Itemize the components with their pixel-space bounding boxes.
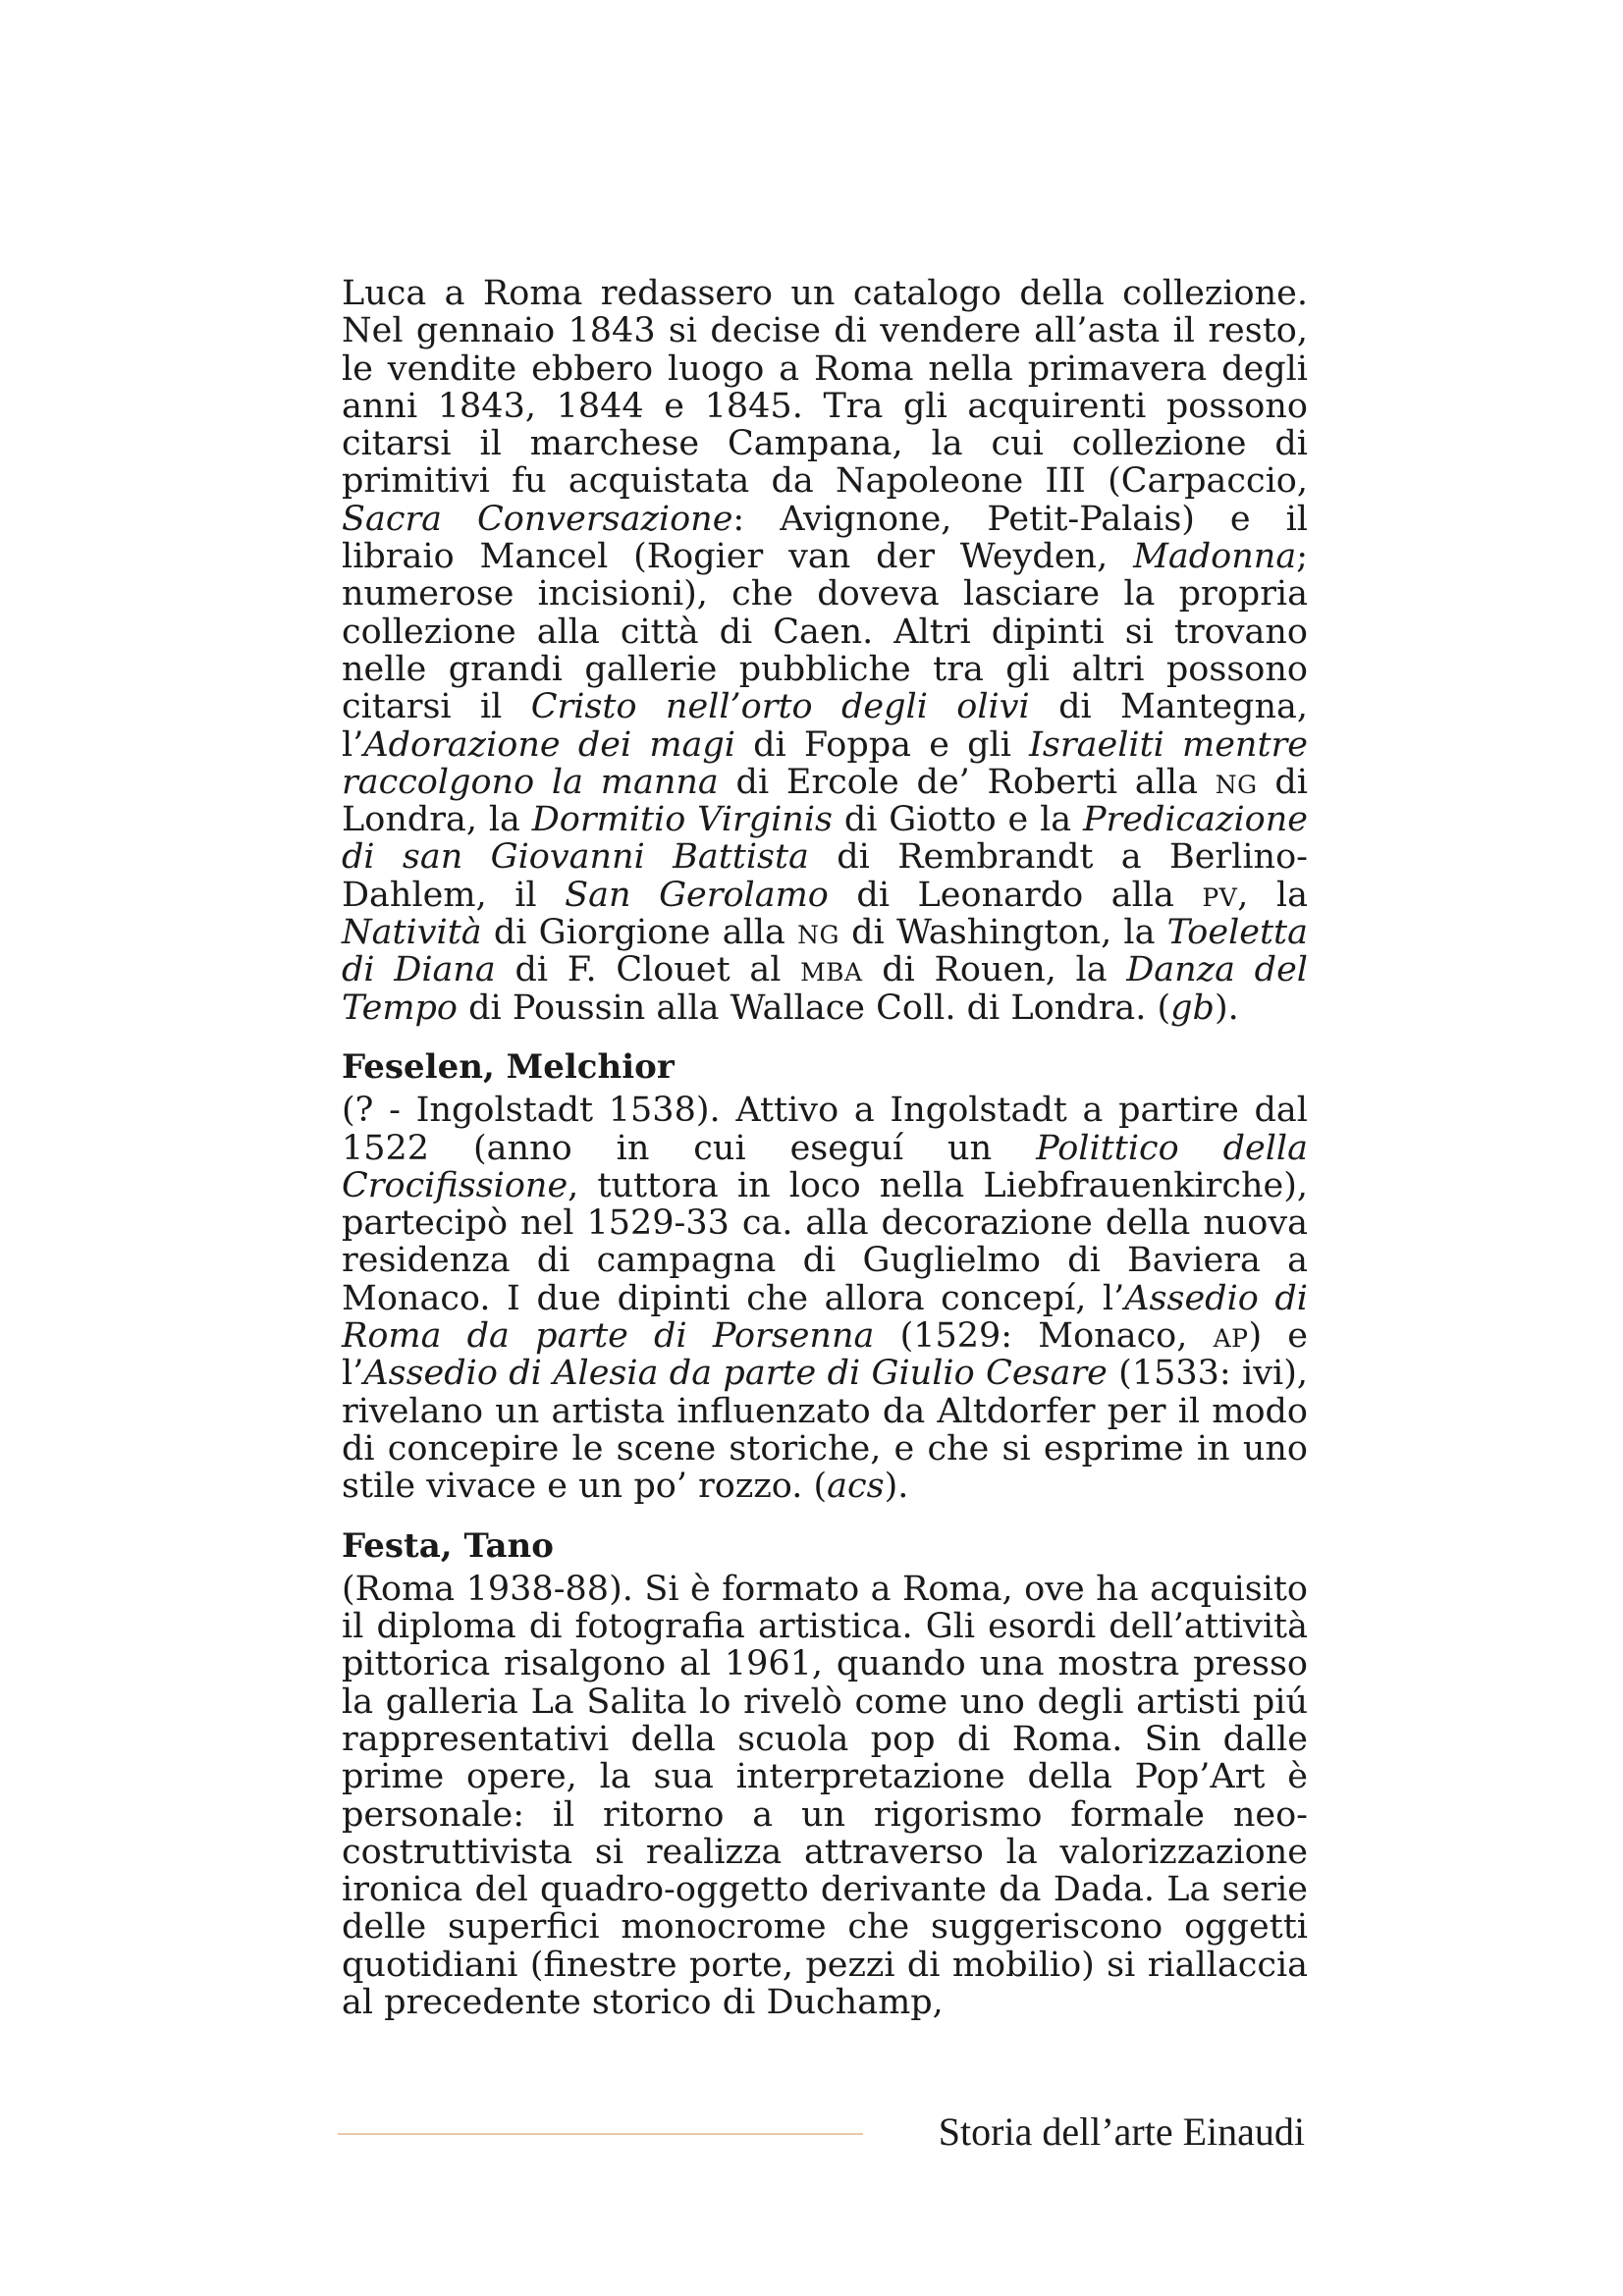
- italic-title: Sacra Conversazione: [342, 499, 733, 539]
- text-run: di Giotto e la: [833, 800, 1083, 840]
- italic-title: Polittico della Crocifissione: [342, 1128, 1308, 1205]
- italic-title: acs: [827, 1467, 885, 1507]
- italic-title: Madonna: [1133, 537, 1297, 577]
- italic-title: Israeliti mentre raccolgono la manna: [342, 724, 1308, 802]
- museum-abbreviation: pv: [1202, 875, 1238, 915]
- text-run: ).: [884, 1467, 909, 1507]
- entry-body-festa: [342, 1571, 1308, 2022]
- italic-title: Adorazione dei magi: [363, 724, 735, 765]
- italic-title: Predicazione di san Giovanni Battista: [342, 800, 1308, 878]
- text-run: (1533: ivi), rivelano un artista influenzato da Altdorfer per il modo di concepire le scene storiche, e che si esprime in uno stile vivace e un po’ rozzo. (: [342, 1354, 1308, 1507]
- text-run: di Rouen, la: [862, 950, 1127, 990]
- italic-title: Cristo nell’orto degli olivi: [530, 687, 1030, 727]
- italic-title: Danza del Tempo: [342, 950, 1308, 1028]
- text-run: ).: [1214, 988, 1239, 1028]
- italic-title: Toeletta di Diana: [342, 913, 1308, 990]
- museum-abbreviation: ap: [1213, 1316, 1249, 1357]
- text-run: (Roma 1938-88). Si è formato a Roma, ove ha acquisito il diploma di fotografia artistica. Gli esordi dell’attività pittorica risalgono al 1961, quando una mostra presso la galleria La Salita lo rivelò come uno degli artisti piú rappresentativi della scuola pop di Roma. Sin dalle prime opere, la sua interpretazione della Pop’Art è personale: il ritorno a un rigorismo formale neo-costruttivista si realizza attraverso la valorizzazione ironica del quadro-oggetto derivante da Dada. La serie delle superfici monocrome che suggeriscono oggetti quotidiani (finestre porte, pezzi di mobilio) si riallaccia al precedente storico di Duchamp,: [342, 1569, 1308, 2023]
- text-run: di Poussin alla Wallace Coll. di Londra. (: [458, 988, 1171, 1028]
- museum-abbreviation: ng: [797, 913, 839, 953]
- italic-title: Dormitio Virginis: [531, 800, 834, 840]
- italic-title: gb: [1170, 988, 1215, 1028]
- text-run: di Rembrandt a Berlino-Dahlem, il: [342, 837, 1308, 915]
- text-run: (? - Ingolstadt 1538). Attivo a Ingolstadt a partire dal 1522 (anno in cui eseguí un: [342, 1091, 1308, 1168]
- text-run: di F. Clouet al: [495, 950, 801, 990]
- italic-title: Assedio di Alesia da parte di Giulio Cesare: [363, 1354, 1108, 1394]
- text-run: (1529: Monaco,: [874, 1316, 1214, 1357]
- entry-heading-feselen: Feselen, Melchior: [342, 1046, 675, 1087]
- text-run: Luca a Roma redassero un catalogo della collezione. Nel gennaio 1843 si decise di vendere all’asta il resto, le vendite ebbero luogo a Roma nella primavera degli anni 1843, 1844 e 1845. Tra gli acquirenti possono citarsi il marchese Campana, la cui collezione di primitivi fu acquistata da Napoleone III (Carpaccio,: [342, 274, 1308, 502]
- entry-body-feselen: [342, 1092, 1308, 1505]
- text-run: di Ercole de’ Roberti alla: [718, 762, 1216, 802]
- italic-title: Assedio di Roma da parte di Porsenna: [342, 1278, 1309, 1357]
- footer-rule: [338, 2133, 863, 2135]
- text-run: ; numerose incisioni), che doveva lasciare la propria collezione alla città di Caen. Altri dipinti si trovano nelle grandi gallerie pubbliche tra gli altri possono citarsi il: [342, 537, 1308, 727]
- text-run: di Washington, la: [839, 913, 1167, 953]
- text-run: di Leonardo alla: [828, 875, 1203, 915]
- text-run: di Mantegna, l’: [342, 687, 1308, 765]
- page-footer: [338, 2103, 1305, 2162]
- museum-abbreviation: mba: [800, 950, 863, 990]
- text-run: di Giorgione alla: [481, 913, 798, 953]
- entry-heading-festa: Festa, Tano: [342, 1525, 554, 1566]
- museum-abbreviation: ng: [1215, 762, 1258, 802]
- page-text: [342, 275, 1308, 2021]
- text-run: di Londra, la: [342, 762, 1308, 840]
- text-run: , tuttora in loco nella Liebfrauenkirche), partecipò nel 1529-33 ca. alla decorazione della nuova residenza di campagna di Guglielmo di Baviera a Monaco. I due dipinti che allora concepí, l’: [342, 1165, 1308, 1318]
- italic-title: Natività: [342, 913, 482, 953]
- text-run: ) e l’: [342, 1316, 1308, 1394]
- footer-label: Storia dell’arte Einaudi: [938, 2109, 1305, 2154]
- italic-title: San Gerolamo: [565, 875, 829, 915]
- text-run: , la: [1237, 875, 1308, 915]
- text-run: : Avignone, Petit-Palais) e il libraio Mancel (Rogier van der Weyden,: [342, 499, 1308, 577]
- continuation-paragraph: [342, 275, 1308, 1027]
- text-run: di Foppa e gli: [734, 724, 1030, 765]
